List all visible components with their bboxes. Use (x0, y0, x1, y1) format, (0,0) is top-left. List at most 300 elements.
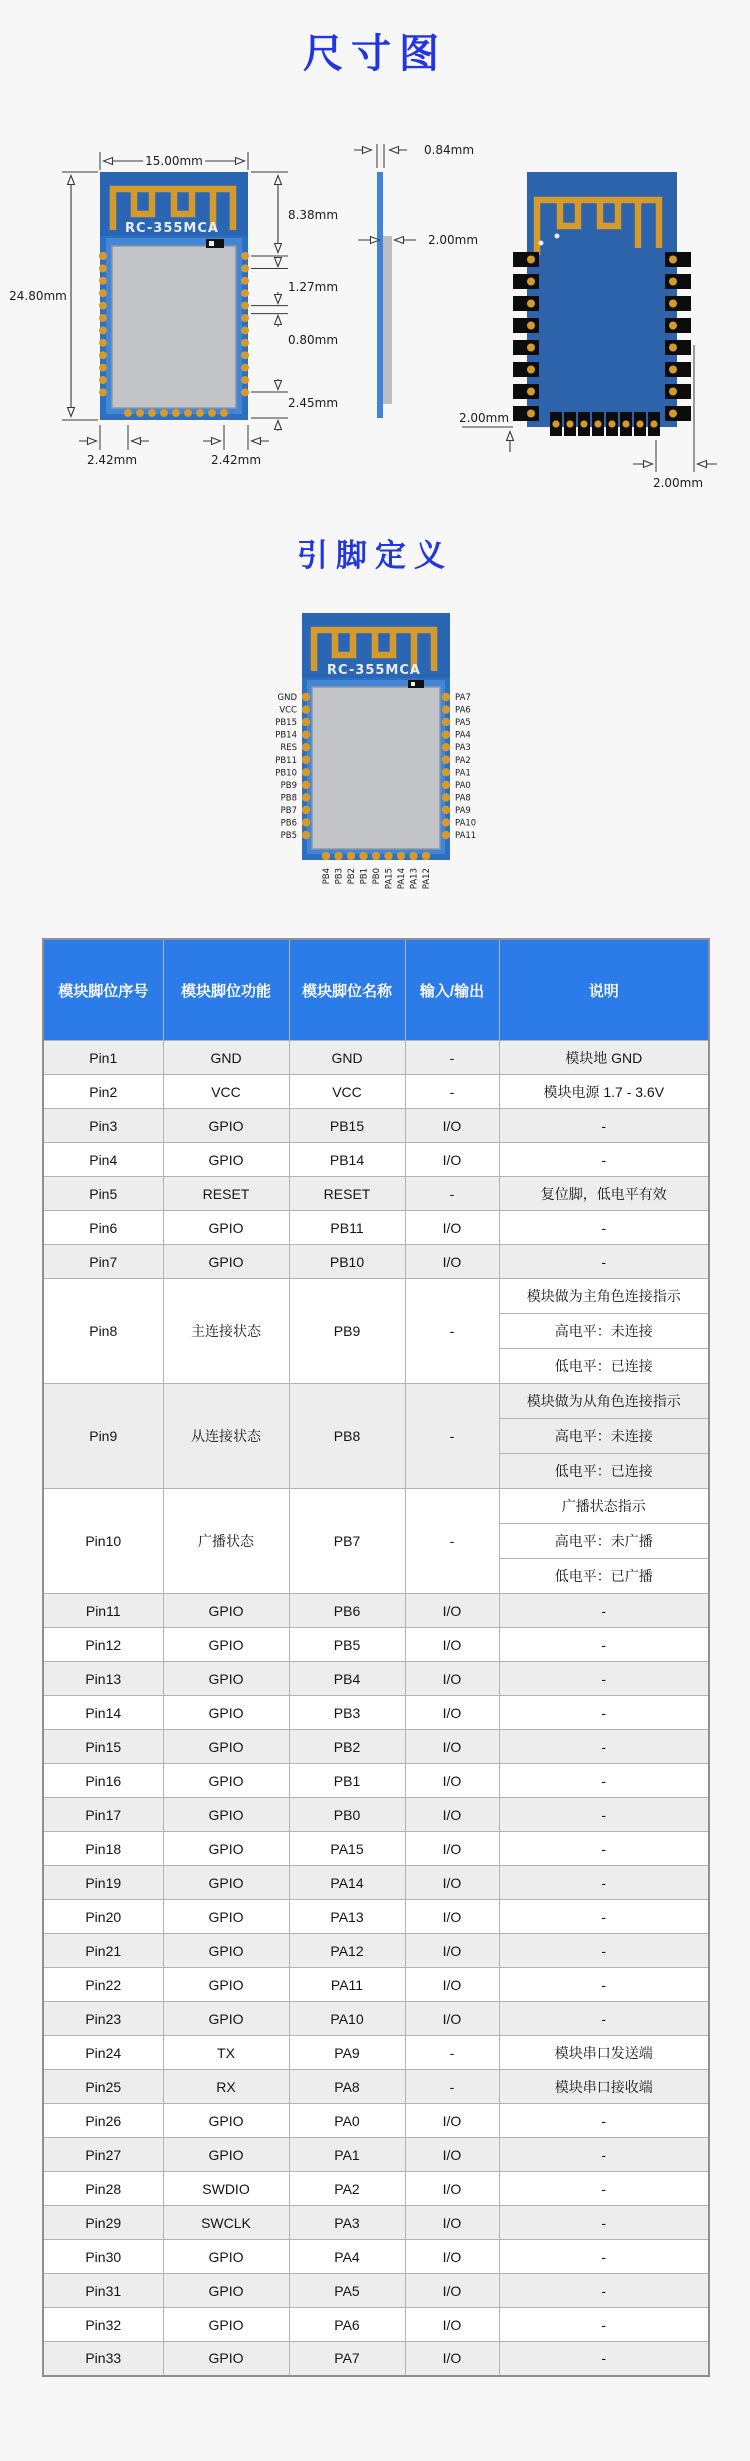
cell-name: RESET (289, 1177, 405, 1211)
cell-function: SWCLK (163, 2206, 289, 2240)
cell-pin: Pin2 (43, 1075, 163, 1109)
description-subrow: 模块做为主角色连接指示 (526, 1288, 681, 1304)
pin-pad (241, 252, 249, 260)
cell-pin: Pin10 (43, 1489, 163, 1594)
cell-name: PB4 (289, 1662, 405, 1696)
pin-pad (442, 693, 450, 701)
cell-function: GPIO (163, 1211, 289, 1245)
pin-pad (302, 730, 310, 738)
cell-io: I/O (405, 2002, 499, 2036)
cell-pin: Pin9 (43, 1384, 163, 1489)
cell-function: GPIO (163, 1832, 289, 1866)
cell-name: PA8 (289, 2070, 405, 2104)
pin-label: PA11 (455, 831, 477, 842)
dim-pitch-label: 1.27mm (287, 280, 339, 294)
pin-label: PB10 (275, 768, 297, 779)
pin-label: PB11 (275, 755, 297, 766)
cell-description: - (499, 2138, 709, 2172)
cell-pin: Pin11 (43, 1594, 163, 1628)
pin-pad (665, 252, 691, 267)
cell-pin: Pin26 (43, 2104, 163, 2138)
pin-label: PB2 (347, 868, 357, 885)
cell-name: PA12 (289, 1934, 405, 1968)
table-row (43, 1489, 709, 1594)
cell-description: - (499, 1900, 709, 1934)
cell-function: SWDIO (163, 2172, 289, 2206)
pin-pad (302, 793, 310, 801)
table-row (43, 2308, 709, 2342)
cell-pin: Pin30 (43, 2240, 163, 2274)
table-row (43, 1696, 709, 1730)
pin-pad (302, 768, 310, 776)
pin-label: PA9 (455, 805, 471, 816)
cell-pin: Pin6 (43, 1211, 163, 1245)
pin-label: PA8 (455, 793, 471, 804)
pin-label: PB1 (359, 868, 370, 885)
dim-height-label: 24.80mm (9, 289, 67, 303)
pin-pad (527, 388, 535, 396)
cell-function: GPIO (163, 1764, 289, 1798)
cell-name: PA6 (289, 2308, 405, 2342)
pin-pad (99, 264, 107, 272)
cell-function: GPIO (163, 1866, 289, 1900)
pin-pad (650, 420, 657, 427)
cell-io: I/O (405, 2240, 499, 2274)
description-subrow: 广播状态指示 (561, 1498, 646, 1514)
pin-pad (397, 852, 405, 860)
pin-label: PA1 (455, 768, 471, 779)
pin-pad (241, 264, 249, 272)
dim-bottomzone-label: 2.45mm (287, 396, 339, 410)
pin-pad (241, 302, 249, 310)
column-header-function: 模块脚位功能 (163, 939, 289, 1041)
dim-antenna-label: 8.38mm (287, 208, 339, 222)
pin-label: PA10 (455, 818, 477, 829)
cell-name: PA0 (289, 2104, 405, 2138)
cell-io: I/O (405, 1730, 499, 1764)
pin-pad (241, 314, 249, 322)
table-row (43, 1041, 709, 1075)
pin-pad (442, 831, 450, 839)
pin-label: PA3 (455, 743, 471, 754)
pinout-drawing (0, 600, 750, 910)
pin-pad (513, 384, 539, 399)
cell-description: - (499, 1245, 709, 1279)
cell-function: TX (163, 2036, 289, 2070)
pin-pad (184, 409, 192, 417)
pin-pad (527, 278, 535, 286)
cell-io: I/O (405, 1245, 499, 1279)
table-row (43, 2070, 709, 2104)
pin-pad (442, 743, 450, 751)
pin-pad (580, 420, 587, 427)
cell-description (499, 1279, 709, 1384)
cell-name: PA10 (289, 2002, 405, 2036)
pin-label: PB5 (280, 831, 297, 842)
cell-pin: Pin25 (43, 2070, 163, 2104)
pin-pad (527, 256, 535, 264)
pin-pad (99, 302, 107, 310)
cell-function: GPIO (163, 1934, 289, 1968)
cell-description (499, 1384, 709, 1489)
table-row (43, 1143, 709, 1177)
table-row (43, 1730, 709, 1764)
pin-label: PA15 (384, 868, 395, 890)
cell-name: PB5 (289, 1628, 405, 1662)
cell-pin: Pin24 (43, 2036, 163, 2070)
pin-label: GND (277, 693, 297, 703)
cell-pin: Pin15 (43, 1730, 163, 1764)
table-row (43, 1662, 709, 1696)
cell-io: I/O (405, 1143, 499, 1177)
pin-pad (99, 277, 107, 285)
pin-pad (552, 420, 559, 427)
cell-io: I/O (405, 1900, 499, 1934)
column-header-name: 模块脚位名称 (289, 939, 405, 1041)
cell-name: PB10 (289, 1245, 405, 1279)
cell-pin: Pin28 (43, 2172, 163, 2206)
cell-name: PB1 (289, 1764, 405, 1798)
pin-pad (527, 366, 535, 374)
cell-function: GPIO (163, 1730, 289, 1764)
pin-pad (99, 314, 107, 322)
pin-pad (566, 420, 573, 427)
pin-pad (665, 384, 691, 399)
description-subrow: 低电平：已连接 (500, 1453, 709, 1488)
pin-label: RES (280, 743, 297, 754)
table-row (43, 1211, 709, 1245)
cell-io: - (405, 1489, 499, 1594)
cell-io: - (405, 2036, 499, 2070)
cell-description: 复位脚，低电平有效 (499, 1177, 709, 1211)
dim-shield-label: 2.00mm (427, 233, 479, 247)
pin-pad (220, 409, 228, 417)
pin-pad (241, 388, 249, 396)
cell-name: PB6 (289, 1594, 405, 1628)
cell-io: I/O (405, 1211, 499, 1245)
pin-pad (513, 318, 539, 333)
cell-pin: Pin12 (43, 1628, 163, 1662)
cell-function: GPIO (163, 1696, 289, 1730)
pin-pad (302, 743, 310, 751)
cell-function: GPIO (163, 1798, 289, 1832)
table-row (43, 2002, 709, 2036)
pin-label: PB4 (322, 868, 332, 885)
cell-function: GPIO (163, 1628, 289, 1662)
cell-function: GPIO (163, 1594, 289, 1628)
cell-function: GPIO (163, 2104, 289, 2138)
pin-label: PB7 (280, 805, 297, 816)
pin-label: PA14 (397, 868, 407, 890)
pin-pad (148, 409, 156, 417)
pin-pad (442, 806, 450, 814)
pin-pad (384, 852, 392, 860)
cell-description: 模块串口接收端 (499, 2070, 709, 2104)
cell-name: PA5 (289, 2274, 405, 2308)
dim-width-label: 15.00mm (145, 154, 203, 168)
pin-label: PA5 (455, 718, 471, 729)
pin-label: PA4 (455, 730, 471, 741)
cell-function: 主连接状态 (163, 1279, 289, 1384)
table-row (43, 1934, 709, 1968)
pin-pad (302, 718, 310, 726)
cell-io: I/O (405, 1832, 499, 1866)
cell-description: - (499, 1696, 709, 1730)
table-row (43, 1968, 709, 2002)
cell-io: - (405, 1384, 499, 1489)
cell-io: - (405, 1279, 499, 1384)
cell-name: PB14 (289, 1143, 405, 1177)
pin-label: PA12 (422, 868, 432, 890)
pin-label: PA7 (455, 693, 471, 703)
pin-pad (241, 351, 249, 359)
pin-pad (669, 300, 677, 308)
pin-pad (334, 852, 342, 860)
cell-pin: Pin33 (43, 2342, 163, 2376)
cell-description: 模块串口发送端 (499, 2036, 709, 2070)
pin-pad (665, 274, 691, 289)
pin-pad (302, 705, 310, 713)
cell-io: I/O (405, 2274, 499, 2308)
cell-name: PB3 (289, 1696, 405, 1730)
pin-pad (665, 296, 691, 311)
description-subrow: 低电平：已连接 (500, 1348, 709, 1383)
cell-pin: Pin22 (43, 1968, 163, 2002)
pin-pad (513, 274, 539, 289)
pin-label: PA0 (455, 780, 471, 791)
pin-pad (208, 409, 216, 417)
cell-description: - (499, 2308, 709, 2342)
table-row (43, 1245, 709, 1279)
cell-description: - (499, 2104, 709, 2138)
cell-io: - (405, 1177, 499, 1211)
pin-pad (241, 326, 249, 334)
cell-function: GPIO (163, 1662, 289, 1696)
cell-io: I/O (405, 2206, 499, 2240)
cell-function: GPIO (163, 1968, 289, 2002)
column-header-io: 输入/输出 (405, 939, 499, 1041)
cell-function: GPIO (163, 2274, 289, 2308)
description-subrow: 模块做为从角色连接指示 (526, 1393, 681, 1409)
pin-pad (302, 693, 310, 701)
pin-pad (513, 296, 539, 311)
cell-description (499, 1489, 709, 1594)
back-view-module (527, 172, 677, 427)
cell-description: - (499, 1662, 709, 1696)
pin-pad (665, 362, 691, 377)
table-row (43, 2342, 709, 2376)
cell-description: - (499, 1934, 709, 1968)
pin-pad (442, 781, 450, 789)
cell-pin: Pin4 (43, 1143, 163, 1177)
cell-pin: Pin5 (43, 1177, 163, 1211)
cell-function: GPIO (163, 2308, 289, 2342)
cell-description: - (499, 1628, 709, 1662)
table-row (43, 2138, 709, 2172)
pin-label: PA13 (409, 868, 420, 890)
side-view-module (377, 172, 392, 418)
cell-io: - (405, 2070, 499, 2104)
cell-function: GND (163, 1041, 289, 1075)
cell-pin: Pin29 (43, 2206, 163, 2240)
cell-pin: Pin19 (43, 1866, 163, 1900)
cell-name: GND (289, 1041, 405, 1075)
pin-pad (442, 768, 450, 776)
pin-pad (160, 409, 168, 417)
cell-description: - (499, 1866, 709, 1900)
pin-pad (347, 852, 355, 860)
cell-name: PA1 (289, 2138, 405, 2172)
dim-thickness-label: 0.84mm (423, 143, 475, 157)
cell-description: 模块电源 1.7 - 3.6V (499, 1075, 709, 1109)
cell-name: PA7 (289, 2342, 405, 2376)
cell-pin: Pin18 (43, 1832, 163, 1866)
dim-offset-right-label: 2.42mm (210, 453, 262, 467)
cell-function: GPIO (163, 1900, 289, 1934)
pin-label: PB0 (372, 868, 382, 885)
cell-io: I/O (405, 2172, 499, 2206)
pin-pad (669, 322, 677, 330)
cell-pin: Pin3 (43, 1109, 163, 1143)
table-row (43, 1832, 709, 1866)
pin-pad (669, 366, 677, 374)
pin-pad (196, 409, 204, 417)
table-row (43, 2240, 709, 2274)
pin-pad (302, 818, 310, 826)
pin-label: PB8 (280, 793, 297, 804)
cell-io: I/O (405, 1594, 499, 1628)
pin-pad (527, 300, 535, 308)
pin-definition-table (42, 938, 708, 2377)
pin-pad (241, 339, 249, 347)
table-row (43, 2206, 709, 2240)
cell-description: 模块地 GND (499, 1041, 709, 1075)
pin-pad (99, 351, 107, 359)
column-header-pin: 模块脚位序号 (43, 939, 163, 1041)
cell-name: PB8 (289, 1384, 405, 1489)
cell-io: I/O (405, 1109, 499, 1143)
cell-io: I/O (405, 1798, 499, 1832)
table-row (43, 1628, 709, 1662)
cell-pin: Pin20 (43, 1900, 163, 1934)
pin-pad (302, 781, 310, 789)
pin-pad (372, 852, 380, 860)
cell-function: GPIO (163, 1245, 289, 1279)
pin-label: VCC (279, 705, 297, 716)
dim-backbottom-label: 2.00mm (652, 476, 704, 490)
pin-pad (359, 852, 367, 860)
cell-description: - (499, 1832, 709, 1866)
cell-pin: Pin7 (43, 1245, 163, 1279)
cell-name: PA9 (289, 2036, 405, 2070)
description-subrow: 高电平：未广播 (500, 1523, 709, 1558)
pin-pad (669, 344, 677, 352)
pin-label: PB3 (334, 868, 345, 885)
cell-description: - (499, 1211, 709, 1245)
cell-pin: Pin23 (43, 2002, 163, 2036)
cell-io: I/O (405, 1968, 499, 2002)
pin-pad (513, 252, 539, 267)
cell-name: PB15 (289, 1109, 405, 1143)
table-row (43, 1764, 709, 1798)
cell-pin: Pin8 (43, 1279, 163, 1384)
pin-pad (442, 705, 450, 713)
table-header-row (43, 939, 709, 1041)
cell-name: PA3 (289, 2206, 405, 2240)
cell-function: GPIO (163, 1143, 289, 1177)
cell-io: I/O (405, 1764, 499, 1798)
cell-name: PA14 (289, 1866, 405, 1900)
cell-function: 从连接状态 (163, 1384, 289, 1489)
cell-function: GPIO (163, 2342, 289, 2376)
cell-name: PA13 (289, 1900, 405, 1934)
pin-label: PA6 (455, 705, 471, 716)
pin-pad (513, 362, 539, 377)
pin-pad (636, 420, 643, 427)
cell-function: GPIO (163, 2002, 289, 2036)
cell-name: PA15 (289, 1832, 405, 1866)
cell-description: - (499, 1143, 709, 1177)
pin-pad (241, 376, 249, 384)
table-row (43, 1798, 709, 1832)
cell-function: RX (163, 2070, 289, 2104)
cell-description: - (499, 1968, 709, 2002)
table-row (43, 1594, 709, 1628)
dim-offset-left-label: 2.42mm (86, 453, 138, 467)
pin-label: PB14 (275, 730, 297, 741)
cell-description: - (499, 2274, 709, 2308)
description-subrow: 高电平：未连接 (500, 1418, 709, 1453)
pin-pad (665, 318, 691, 333)
pin-pad (302, 806, 310, 814)
cell-io: I/O (405, 2308, 499, 2342)
description-subrow: 高电平：未连接 (500, 1313, 709, 1348)
pin-pad (669, 410, 677, 418)
cell-io: - (405, 1041, 499, 1075)
cell-pin: Pin1 (43, 1041, 163, 1075)
pin-pad (622, 420, 629, 427)
cell-io: I/O (405, 2104, 499, 2138)
pin-pad (442, 793, 450, 801)
cell-function: RESET (163, 1177, 289, 1211)
cell-description: - (499, 1109, 709, 1143)
pin-pad (513, 406, 539, 421)
cell-pin: Pin17 (43, 1798, 163, 1832)
column-header-description: 说明 (499, 939, 709, 1041)
pinout-section-title: 引脚定义 (297, 538, 453, 573)
cell-description: - (499, 2240, 709, 2274)
description-subrow: 低电平：已广播 (500, 1558, 709, 1593)
pin-pad (442, 718, 450, 726)
pin-pad (241, 277, 249, 285)
cell-pin: Pin31 (43, 2274, 163, 2308)
cell-pin: Pin16 (43, 1764, 163, 1798)
cell-name: VCC (289, 1075, 405, 1109)
cell-pin: Pin13 (43, 1662, 163, 1696)
cell-io: I/O (405, 1628, 499, 1662)
table-row (43, 2274, 709, 2308)
pin-label: PB6 (280, 818, 297, 829)
dimension-figure (0, 140, 750, 500)
cell-io: I/O (405, 2342, 499, 2376)
cell-io: I/O (405, 1696, 499, 1730)
dim-backpad-label: 2.00mm (458, 411, 510, 425)
pin-pad (527, 322, 535, 330)
cell-io: - (405, 1075, 499, 1109)
pin-pad (594, 420, 601, 427)
pin-pad (99, 289, 107, 297)
cell-name: PA2 (289, 2172, 405, 2206)
